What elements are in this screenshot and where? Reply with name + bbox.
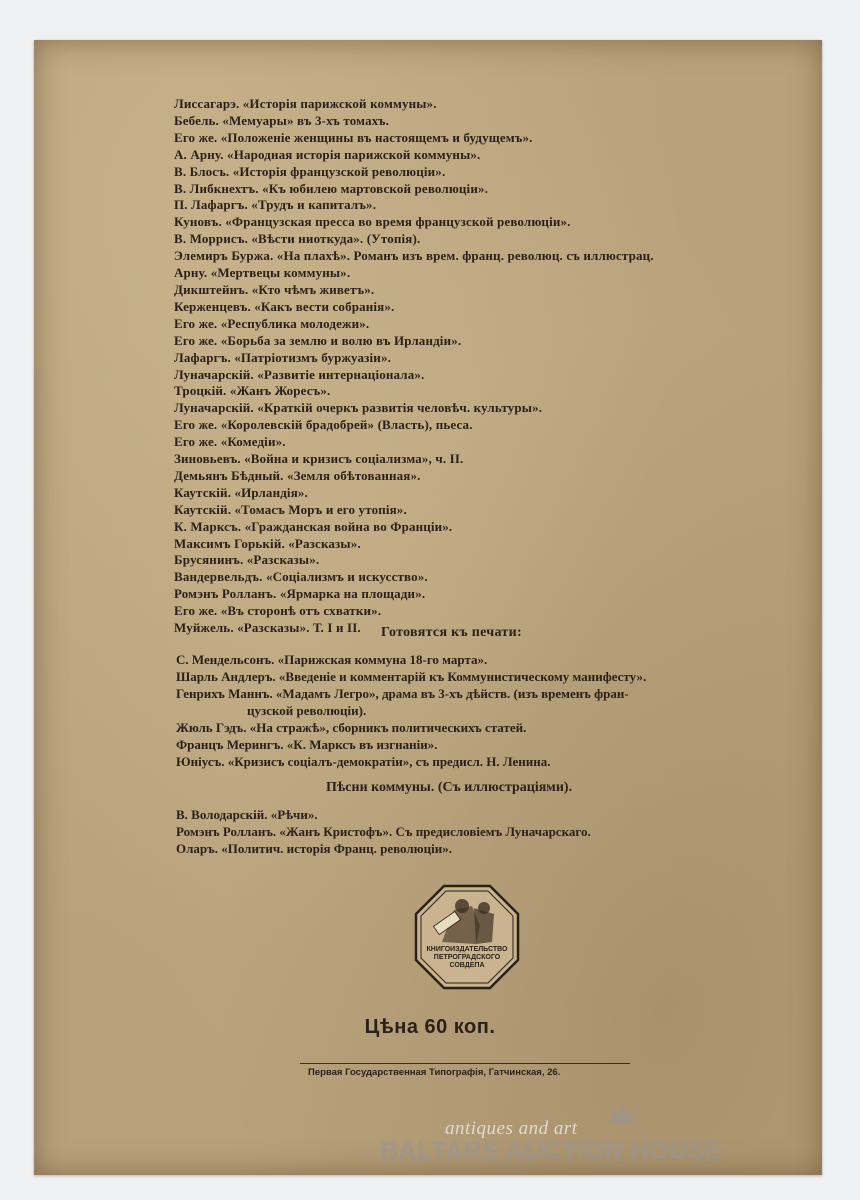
book-list-item: Троцкій. «Жанъ Жоресъ». bbox=[174, 383, 331, 399]
upcoming-item: Юніусъ. «Кризисъ соціалъ-демократіи», съ предисл. Н. Ленина. bbox=[176, 754, 551, 769]
upcoming-item: Генрихъ Маннъ. «Мадамъ Легро», драма въ 3-хъ дѣйств. (изъ временъ фран- bbox=[176, 686, 629, 701]
book-list-item: К. Марксъ. «Гражданская война во Франціи». bbox=[174, 518, 453, 534]
songs-list bbox=[176, 806, 786, 857]
book-list-item: Куновъ. «Французская пресса во время французской революціи». bbox=[174, 214, 571, 230]
watermark-auction-house: BALTARS AUCTION HOUSE bbox=[380, 1137, 722, 1165]
book-list-item: Лафаргъ. «Патріотизмъ буржуазіи». bbox=[174, 349, 391, 365]
songs-item: Оларъ. «Политич. исторія Франц. революціи». bbox=[176, 841, 452, 856]
stamp-line-1: КНИГОИЗДАТЕЛЬСТВО bbox=[426, 946, 508, 953]
songs-item: В. Володарскій. «Рѣчи». bbox=[176, 807, 318, 822]
songs-heading: Пѣсни коммуны. (Съ иллюстраціями). bbox=[326, 780, 573, 795]
book-list-item: Его же. «Королевскій брадобрей» (Власть), пьеса. bbox=[174, 417, 473, 433]
book-list bbox=[174, 96, 794, 637]
songs-item: Ромэнъ Ролланъ. «Жанъ Кристофъ». Съ предисловіемъ Луначарскаго. bbox=[176, 824, 591, 839]
book-list-item: А. Арну. «Народная исторія парижской коммуны». bbox=[174, 146, 481, 162]
watermark-tagline: antiques and art bbox=[445, 1118, 578, 1139]
upcoming-list bbox=[176, 651, 786, 770]
upcoming-item: цузской революціи). bbox=[247, 703, 367, 718]
book-list-item: Дикштейнъ. «Кто чѣмъ живетъ». bbox=[174, 281, 375, 297]
book-list-item: В. Моррисъ. «Вѣсти ниоткуда». (Утопія). bbox=[174, 231, 421, 247]
book-list-item: Максимъ Горькій. «Разсказы». bbox=[174, 535, 361, 551]
book-list-item: Его же. «Борьба за землю и волю въ Ирландіи». bbox=[174, 332, 462, 348]
book-list-item: Зиновьевъ. «Война и кризисъ соціализма», ч. II. bbox=[174, 451, 464, 467]
book-list-item: Луначарскій. «Развитіе интернаціонала». bbox=[174, 366, 425, 382]
book-list-item: Лиссагарэ. «Исторія парижской коммуны». bbox=[174, 96, 437, 111]
printer-imprint: Первая Государственная Типографія, Гатчинская, 26. bbox=[308, 1067, 561, 1078]
book-list-item: Ромэнъ Ролланъ. «Ярмарка на площади». bbox=[174, 586, 426, 602]
book-list-item: Керженцевъ. «Какъ вести собранія». bbox=[174, 298, 395, 314]
price-label: Цѣна 60 коп. bbox=[364, 1016, 496, 1038]
stamp-line-2: ПЕТРОГРАДСКОГО bbox=[433, 954, 501, 961]
publisher-stamp-icon bbox=[414, 884, 520, 990]
book-list-item: Элемиръ Буржа. «На плахѣ». Романъ изъ врем. франц. революц. съ иллюстрац. bbox=[174, 248, 654, 264]
book-list-item: В. Блосъ. «Исторія французской революціи». bbox=[174, 163, 446, 179]
stamp-line-3: СОВДЕПА bbox=[449, 962, 485, 969]
divider-rule bbox=[300, 1063, 630, 1064]
book-list-item: Муйжель. «Разсказы». Т. I и II. bbox=[174, 620, 361, 636]
book-list-item: Его же. «Республика молодежи». bbox=[174, 315, 370, 331]
book-list-item: П. Лафаргъ. «Трудъ и капиталъ». bbox=[174, 197, 377, 213]
upcoming-item: Жюль Гэдъ. «На стражѣ», сборникъ политическихъ статей. bbox=[176, 720, 527, 735]
crown-icon bbox=[608, 1103, 636, 1125]
upcoming-item: Шарль Андлеръ. «Введеніе и комментарій къ Коммунистическому манифесту». bbox=[176, 669, 647, 684]
book-list-item: Брусянинъ. «Разсказы». bbox=[174, 552, 320, 568]
book-list-item: Демьянъ Бѣдный. «Земля обѣтованная». bbox=[174, 467, 421, 483]
book-list-item: Каутскій. «Томасъ Моръ и его утопія». bbox=[174, 501, 407, 517]
book-list-item: Каутскій. «Ирландія». bbox=[174, 484, 308, 500]
book-list-item: В. Либкнехтъ. «Къ юбилею мартовской революціи». bbox=[174, 180, 489, 196]
book-list-item: Луначарскій. «Краткій очеркъ развитія человѣч. культуры». bbox=[174, 400, 543, 416]
upcoming-heading: Готовятся къ печати: bbox=[381, 625, 522, 640]
book-list-item: Его же. «Въ сторонѣ отъ схватки». bbox=[174, 603, 382, 619]
upcoming-item: Францъ Мерингъ. «К. Марксъ въ изгнаніи». bbox=[176, 737, 438, 752]
book-list-item: Его же. «Комедіи». bbox=[174, 434, 286, 450]
book-list-item: Арну. «Мертвецы коммуны». bbox=[174, 265, 351, 281]
book-list-item: Его же. «Положеніе женщины въ настоящемъ и будущемъ». bbox=[174, 129, 533, 145]
upcoming-item: С. Мендельсонъ. «Парижская коммуна 18-го марта». bbox=[176, 652, 488, 667]
book-list-item: Вандервельдъ. «Соціализмъ и искусство». bbox=[174, 569, 428, 585]
book-list-item: Бебель. «Мемуары» въ 3-хъ томахъ. bbox=[174, 112, 390, 128]
